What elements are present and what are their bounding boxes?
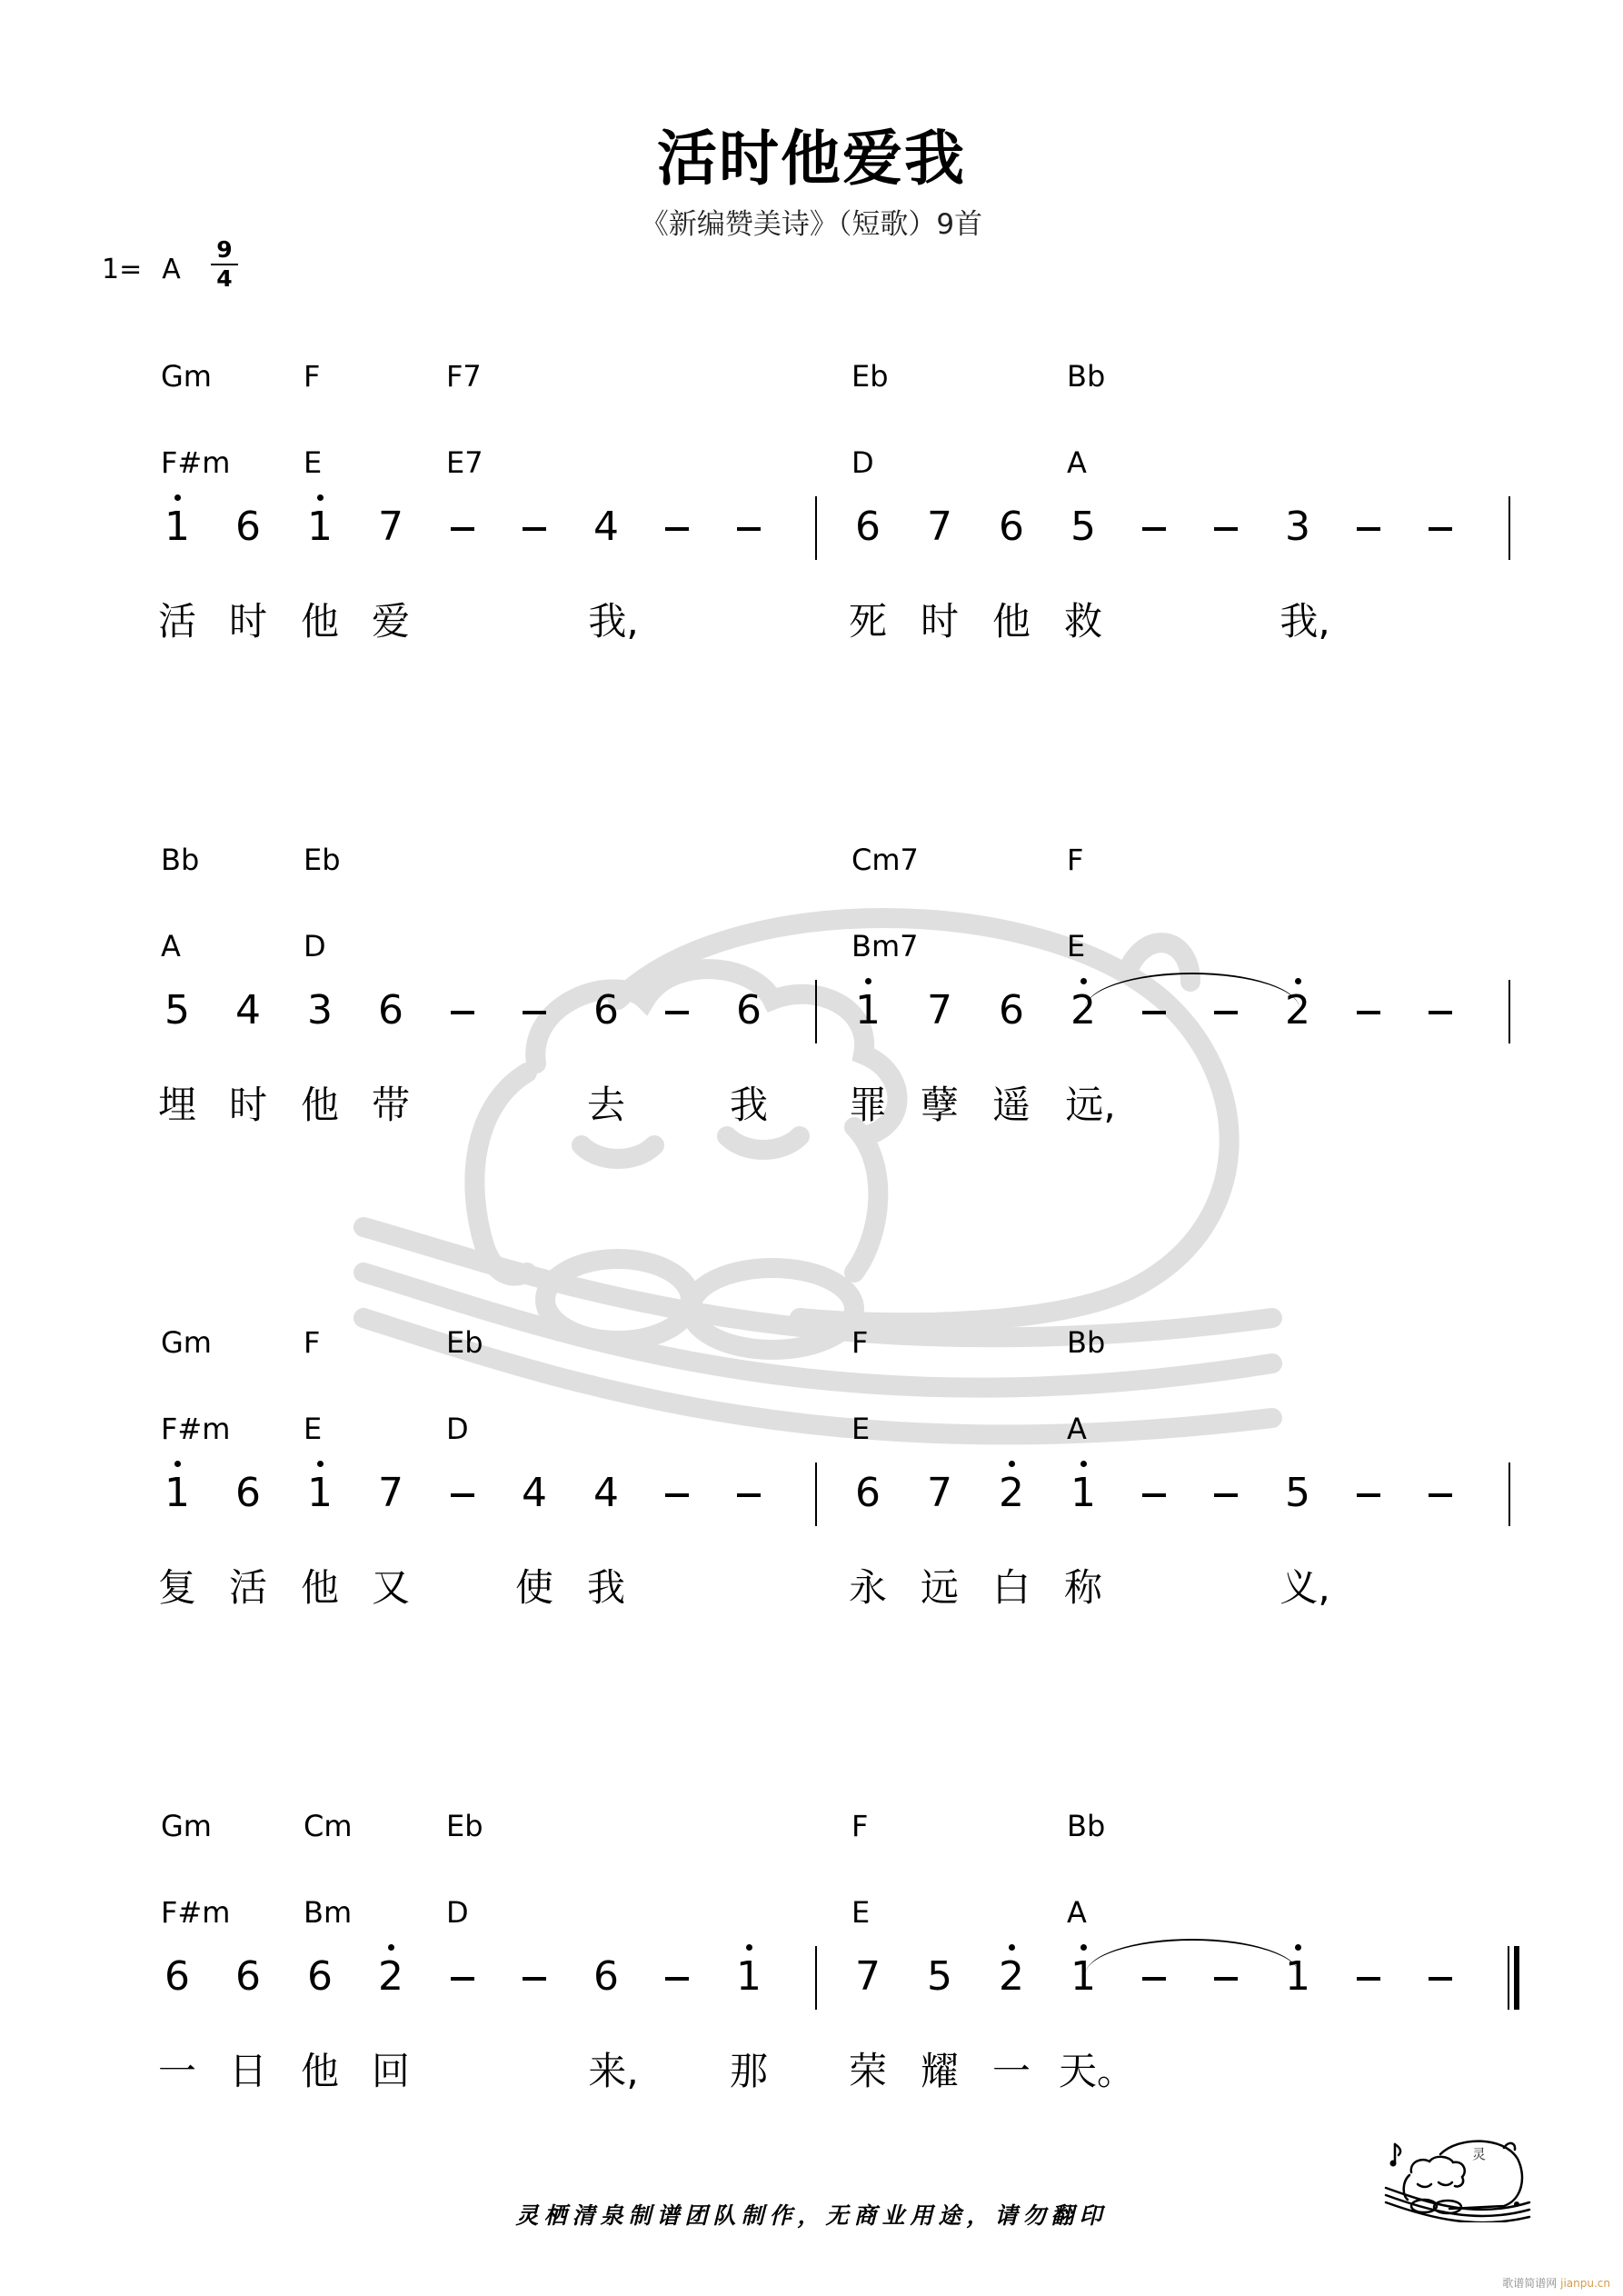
note: 7 [927,987,952,1033]
song-source: 《新编赞美诗》（短歌）9首 [640,208,983,241]
lyric-syllable: 死 [848,599,887,644]
note: 6 [855,504,881,550]
note: 6 [999,987,1024,1033]
chord-symbol-transposed: F#m [161,1895,231,1930]
score-system [0,845,1623,1209]
chord-symbol: F [304,1325,321,1360]
lyric-syllable: 那 [729,2049,768,2093]
lyric-syllable: 他 [300,599,339,644]
octave-dot-icon [1295,978,1301,984]
duration-dash [1429,527,1452,531]
barline [1508,496,1510,560]
lyric-syllable: 荣 [848,2049,887,2093]
duration-dash [1142,1011,1166,1014]
note: 6 [307,1953,333,2000]
duration-dash [1429,1493,1452,1497]
duration-dash [665,1493,689,1497]
note: 3 [307,987,333,1033]
chord-symbol: Cm [304,1809,353,1843]
duration-dash [1357,527,1380,531]
lyric-syllable: 天。 [1059,2049,1136,2093]
lyric-syllable: 他 [300,2049,339,2093]
note-high-octave: 1 [293,1473,347,1513]
lyric-syllable: 又 [371,1565,410,1610]
chord-symbol-transposed: E [851,1895,871,1930]
chord-symbol: Eb [304,843,341,877]
note: 6 [855,1470,881,1516]
chord-symbol-transposed: A [1067,445,1087,480]
key-prefix: 1= [102,254,143,285]
note-high-octave: 2 [984,1957,1039,1997]
chord-symbol: F [1067,843,1084,877]
octave-dot-icon [1009,1944,1015,1951]
chord-symbol-transposed: D [446,1412,469,1446]
chord-symbol-transposed: F#m [161,445,231,480]
duration-dash [451,527,474,531]
octave-dot-icon [1009,1461,1015,1467]
chord-symbol-transposed: E7 [446,445,483,480]
octave-dot-icon [1080,978,1087,984]
duration-dash [451,1493,474,1497]
note: 6 [164,1953,190,2000]
lyric-syllable: 他 [300,1083,339,1127]
note: 4 [235,987,261,1033]
chord-symbol: Eb [446,1809,483,1843]
note-high-octave: 2 [984,1473,1039,1513]
note: 4 [522,1470,547,1516]
lyric-syllable: 远 [920,1565,959,1610]
note-high-octave: 1 [1056,1957,1110,1997]
duration-dash [1214,1493,1238,1497]
lyric-syllable: 带 [371,1083,410,1127]
chord-symbol: Bb [1067,1809,1106,1843]
lyric-syllable: 我 [586,1565,625,1610]
lyric-syllable: 我 [729,1083,768,1127]
chord-symbol-transposed: E [304,1412,323,1446]
chord-symbol: Bb [161,843,200,877]
chord-symbol: F [851,1809,869,1843]
chord-symbol-transposed: E [304,445,323,480]
note-high-octave: 1 [1056,1473,1110,1513]
chord-symbol-transposed: A [161,929,181,963]
chord-symbol-transposed: D [851,445,874,480]
barline [815,1946,817,2010]
lyric-syllable: 白 [991,1565,1031,1610]
score-system [0,1325,1623,1692]
lyric-syllable: 一 [991,2049,1031,2093]
note-high-octave: 1 [150,507,204,547]
note: 6 [593,1953,619,2000]
note: 3 [1285,504,1310,550]
time-denominator: 4 [216,265,233,292]
chord-symbol: Gm [161,359,212,394]
duration-dash [665,1977,689,1981]
duration-dash [665,1011,689,1014]
note: 6 [736,987,762,1033]
lyric-syllable: 使 [514,1565,553,1610]
duration-dash [523,1011,546,1014]
chord-symbol-transposed: A [1067,1412,1087,1446]
note: 7 [927,504,952,550]
note: 7 [927,1470,952,1516]
duration-dash [1429,1977,1452,1981]
duration-dash [1142,1977,1166,1981]
note: 5 [164,987,190,1033]
duration-dash [1142,1493,1166,1497]
lyric-syllable: 埋 [157,1083,196,1127]
key-name: A [162,254,181,285]
note: 6 [999,504,1024,550]
chord-symbol-transposed: A [1067,1895,1087,1930]
note: 7 [855,1953,881,2000]
chord-symbol: F [851,1325,869,1360]
note-high-octave: 1 [293,507,347,547]
chord-symbol: Bb [1067,1325,1106,1360]
barline [1508,1462,1510,1526]
note-high-octave: 2 [363,1957,418,1997]
note: 7 [378,1470,403,1516]
duration-dash [451,1977,474,1981]
octave-dot-icon [174,494,181,501]
duration-dash [1214,1977,1238,1981]
note: 5 [1070,504,1096,550]
sleeping-sheep-logo-icon [1377,2131,1536,2222]
duration-dash [737,1493,761,1497]
duration-dash [1142,527,1166,531]
lyric-syllable: 回 [371,2049,410,2093]
note-high-octave: 1 [722,1957,776,1997]
duration-dash [1429,1011,1452,1014]
score-system [0,1809,1623,2175]
lyric-syllable: 一 [157,2049,196,2093]
note: 6 [378,987,403,1033]
lyric-syllable: 复 [157,1565,196,1610]
chord-symbol-transposed: Bm [304,1895,353,1930]
chord-symbol: Eb [851,359,889,394]
lyric-syllable: 时 [920,599,959,644]
barline [1508,980,1510,1043]
chord-symbol: Gm [161,1325,212,1360]
octave-dot-icon [388,1944,394,1951]
lyric-syllable: 孽 [920,1083,959,1127]
duration-dash [1214,1011,1238,1014]
chord-symbol-transposed: E [1067,929,1086,963]
chord-symbol-transposed: D [446,1895,469,1930]
final-barline [1508,1946,1520,2010]
time-signature [211,238,238,290]
chord-symbol-transposed: E [851,1412,871,1446]
chord-symbol: F7 [446,359,482,394]
note: 5 [927,1953,952,2000]
note: 6 [235,504,261,550]
note: 4 [593,504,619,550]
note-high-octave: 1 [150,1473,204,1513]
note-high-octave: 1 [841,991,895,1031]
octave-dot-icon [1080,1944,1087,1951]
note: 6 [593,987,619,1033]
duration-dash [1357,1977,1380,1981]
lyric-syllable: 活 [228,1565,267,1610]
note-high-octave: 2 [1270,991,1325,1031]
lyric-syllable: 永 [848,1565,887,1610]
note-high-octave: 2 [1056,991,1110,1031]
octave-dot-icon [174,1461,181,1467]
chord-symbol-transposed: Bm7 [851,929,919,963]
lyric-syllable: 称 [1063,1565,1102,1610]
lyric-syllable: 远, [1065,1083,1116,1127]
lyric-syllable: 他 [991,599,1031,644]
chord-symbol-transposed: D [304,929,326,963]
score-system [0,359,1623,725]
duration-dash [665,527,689,531]
tie-arc [1085,1939,1299,1975]
note-high-octave: 1 [1270,1957,1325,1997]
duration-dash [523,527,546,531]
octave-dot-icon [317,1461,324,1467]
barline [815,1462,817,1526]
note: 4 [593,1470,619,1516]
chord-symbol-transposed: F#m [161,1412,231,1446]
lyric-syllable: 日 [228,2049,267,2093]
lyric-syllable: 去 [586,1083,625,1127]
lyric-syllable: 时 [228,599,267,644]
lyric-syllable: 来, [588,2049,639,2093]
note: 6 [235,1470,261,1516]
octave-dot-icon [865,978,871,984]
svg-text:灵: 灵 [1472,2146,1487,2162]
site-watermark [1502,2275,1610,2291]
barline [815,496,817,560]
key-signature [102,256,181,284]
lyric-syllable: 义, [1279,1565,1330,1610]
tie-arc [1085,973,1299,1009]
lyric-syllable: 他 [300,1565,339,1610]
site-domain: jianpu.cn [1560,2277,1610,2290]
octave-dot-icon [317,494,324,501]
chord-symbol: Bb [1067,359,1106,394]
lyric-syllable: 爱 [371,599,410,644]
site-name: 歌谱简谱网 [1502,2277,1558,2290]
lyric-syllable: 活 [157,599,196,644]
duration-dash [1357,1011,1380,1014]
song-title: 活时他爱我 [657,124,966,194]
duration-dash [1357,1493,1380,1497]
note: 6 [235,1953,261,2000]
lyric-syllable: 罪 [848,1083,887,1127]
chord-symbol: Eb [446,1325,483,1360]
duration-dash [523,1977,546,1981]
chord-symbol: Cm7 [851,843,919,877]
lyric-syllable: 遥 [991,1083,1031,1127]
octave-dot-icon [1080,1461,1087,1467]
duration-dash [1214,527,1238,531]
octave-dot-icon [746,1944,752,1951]
chord-symbol: Gm [161,1809,212,1843]
duration-dash [451,1011,474,1014]
lyric-syllable: 耀 [920,2049,959,2093]
lyric-syllable: 我, [588,599,639,644]
credit-text: 灵栖清泉制谱团队制作，无商业用途，请勿翻印 [515,2202,1108,2229]
duration-dash [737,527,761,531]
lyric-syllable: 时 [228,1083,267,1127]
lyric-syllable: 我, [1279,599,1330,644]
lyric-syllable: 救 [1063,599,1102,644]
time-numerator: 9 [216,236,233,263]
note: 5 [1285,1470,1310,1516]
barline [815,980,817,1043]
note: 7 [378,504,403,550]
octave-dot-icon [1295,1944,1301,1951]
chord-symbol: F [304,359,321,394]
